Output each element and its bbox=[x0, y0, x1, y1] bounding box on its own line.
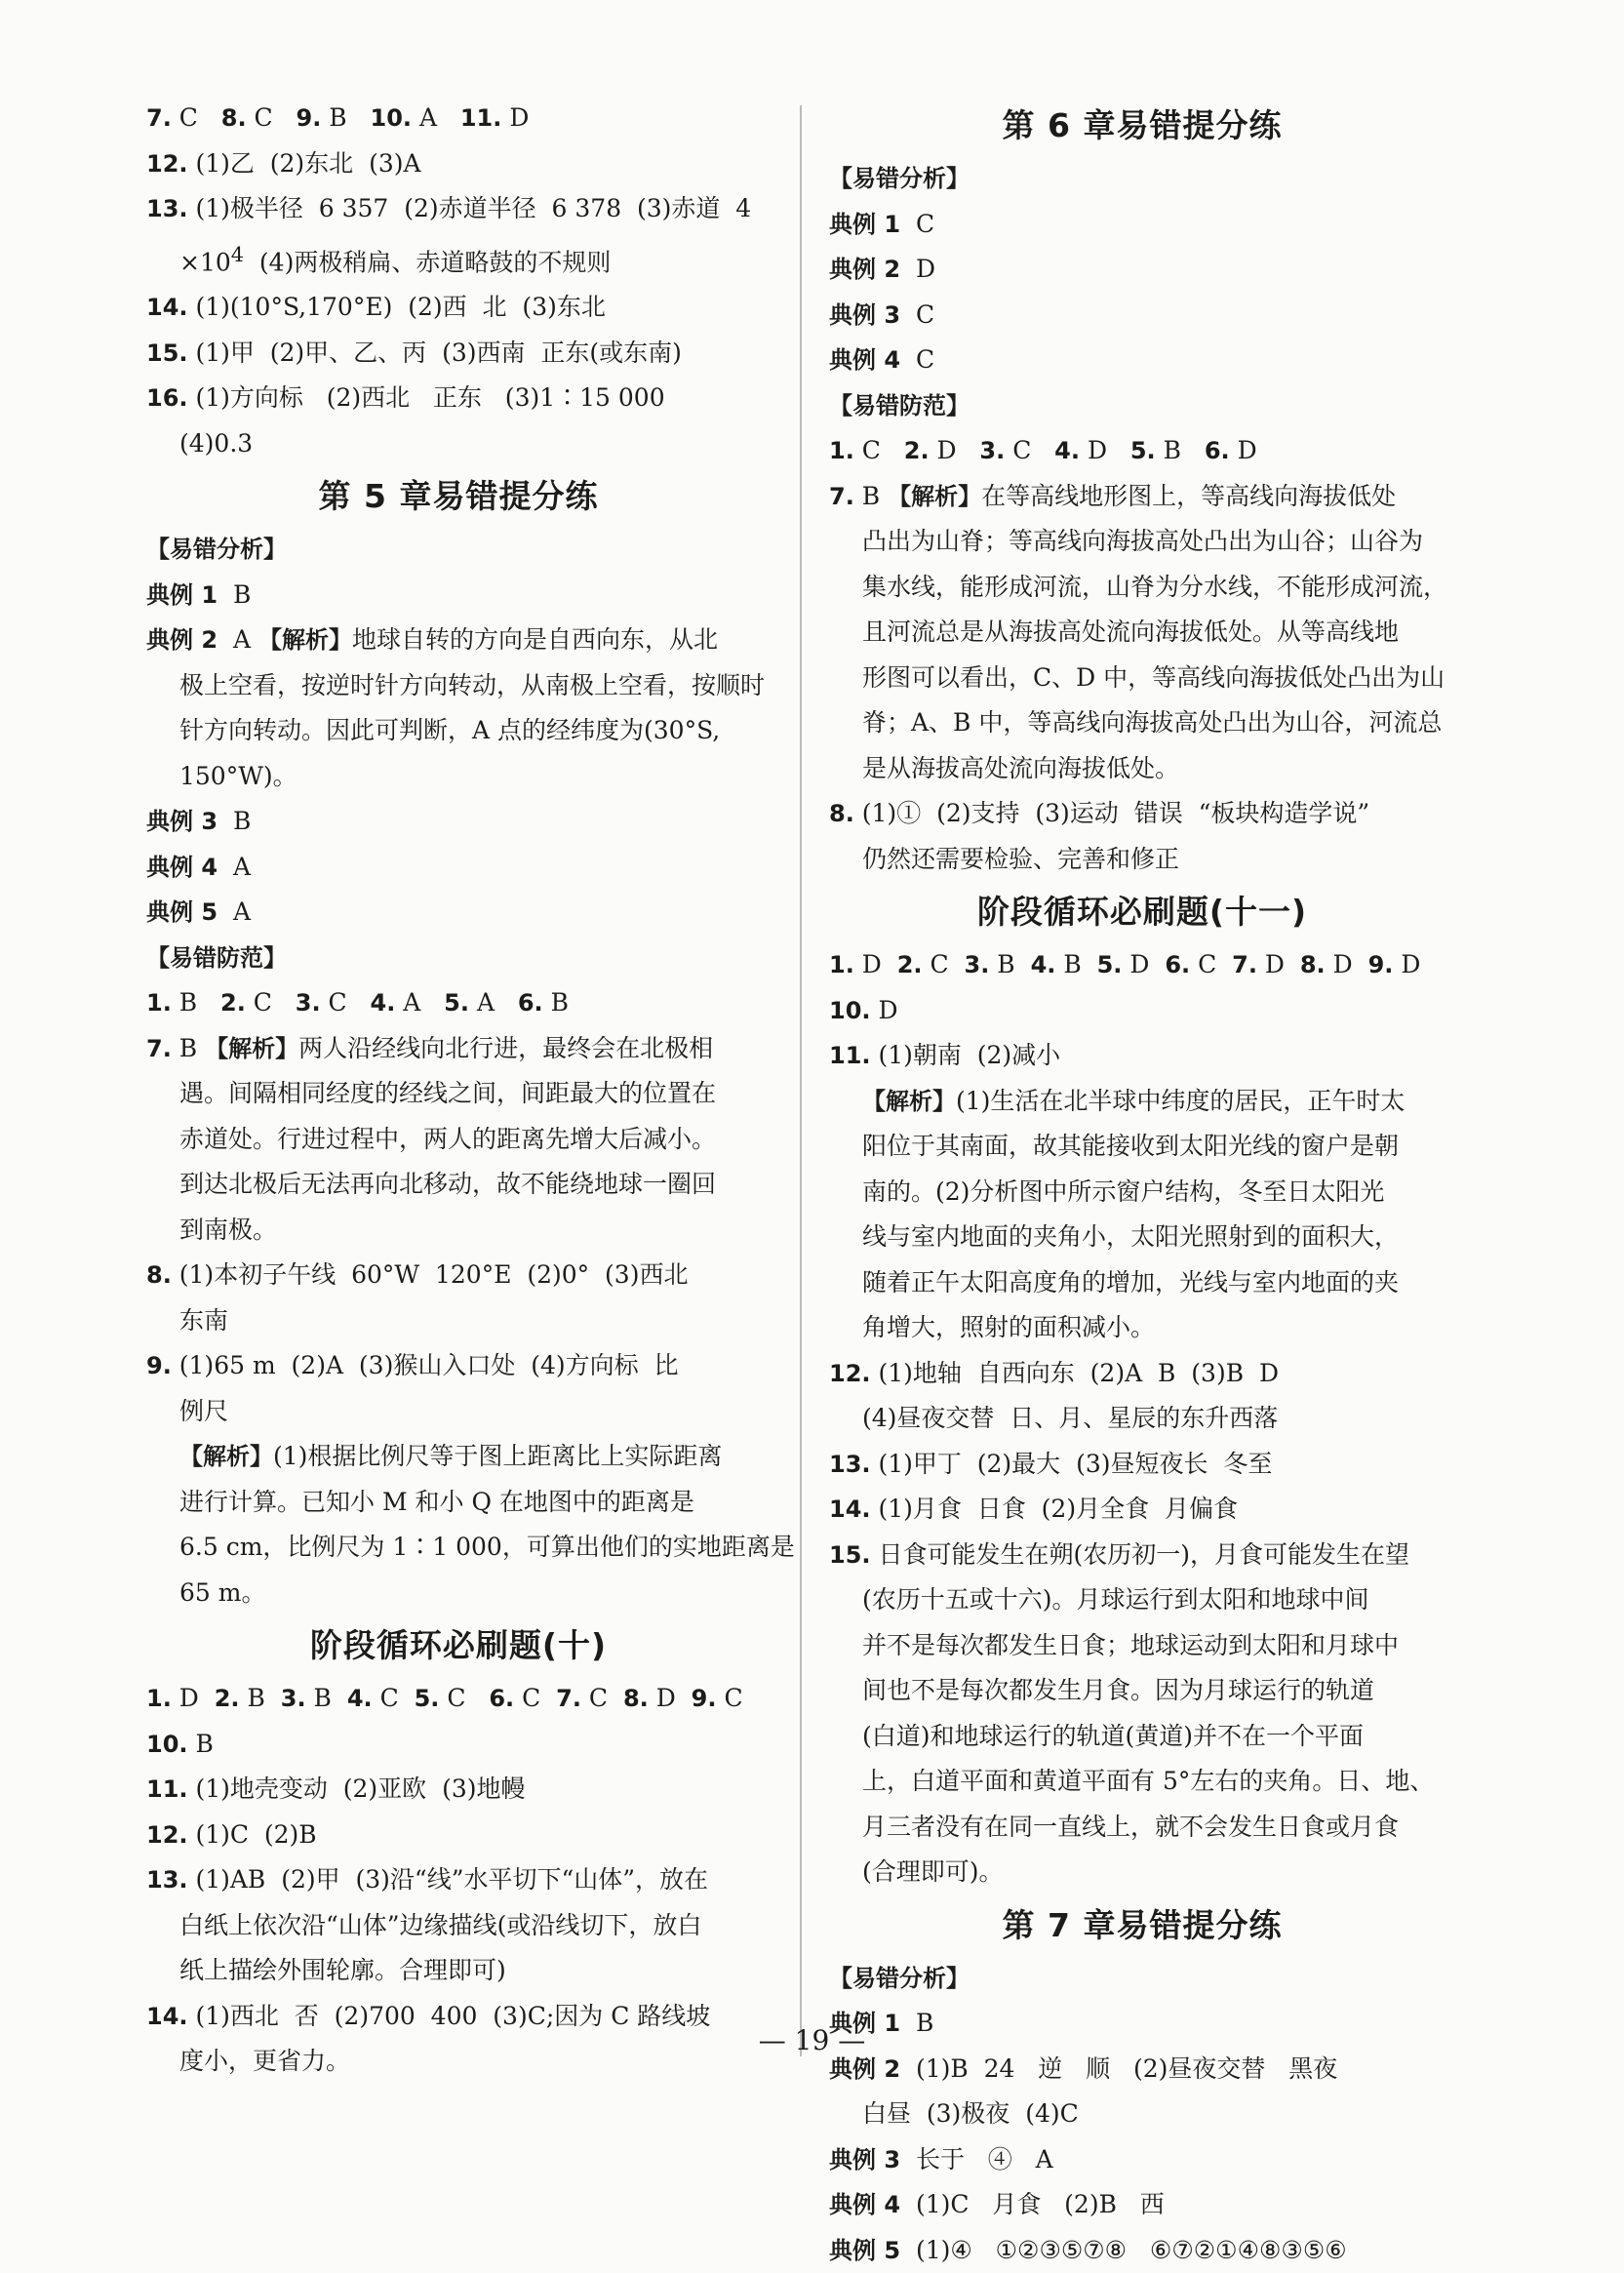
answer-line: 【易错分析】 bbox=[829, 156, 1455, 202]
answer-line-continued: 上，白道平面和黄道平面有 5°左右的夹角。日、地、 bbox=[829, 1759, 1455, 1805]
answer-line: 15. (1)甲 (2)甲、乙、丙 (3)西南 正东(或东南) bbox=[146, 331, 771, 377]
answer-line-continued: 极上空看，按逆时针方向转动，从南极上空看，按顺时 bbox=[146, 663, 771, 709]
answer-line-continued: 【解析】(1)根据比例尺等于图上距离比上实际距离 bbox=[146, 1434, 771, 1480]
answer-line: 典例 1 B bbox=[829, 2001, 1455, 2047]
section-heading: 阶段循环必刷题(十) bbox=[146, 1619, 771, 1672]
answer-line-continued: 65 m。 bbox=[146, 1571, 771, 1616]
answer-line: 11. (1)地壳变动 (2)亚欧 (3)地幔 bbox=[146, 1767, 771, 1813]
answer-line: 8. (1)本初子午线 60°W 120°E (2)0° (3)西北 bbox=[146, 1253, 771, 1298]
answer-line: 1. D 2. C 3. B 4. B 5. D 6. C 7. D 8. D 9. D bbox=[829, 942, 1455, 988]
answer-line-continued: 凸出为山脊；等高线向海拔高处凸出为山谷；山谷为 bbox=[829, 519, 1455, 565]
answer-line-continued: 针方向转动。因此可判断，A 点的经纬度为(30°S, bbox=[146, 708, 771, 754]
answer-line-continued: 阳位于其南面，故其能接收到太阳光线的窗户是朝 bbox=[829, 1124, 1455, 1170]
answer-line: 12. (1)乙 (2)东北 (3)A bbox=[146, 141, 771, 187]
answer-line: 15. 日食可能发生在朔(农历初一)，月食可能发生在望 bbox=[829, 1533, 1455, 1578]
answer-line: 典例 1 C bbox=[829, 202, 1455, 248]
answer-line: 典例 5 A bbox=[146, 890, 771, 936]
answer-line-continued: 150°W)。 bbox=[146, 754, 771, 800]
answer-line-continued: 且河流总是从海拔高处流向海拔低处。从等高线地 bbox=[829, 610, 1455, 656]
answer-line: 12. (1)C (2)B bbox=[146, 1813, 771, 1858]
section-heading: 第 5 章易错提分练 bbox=[146, 470, 771, 523]
answer-line-continued: 角增大，照射的面积减小。 bbox=[829, 1305, 1455, 1351]
answer-line: 【易错防范】 bbox=[829, 383, 1455, 429]
answer-line: 7. C 8. C 9. B 10. A 11. D bbox=[146, 96, 771, 141]
answer-line-continued: 并不是每次都发生日食；地球运动到太阳和月球中 bbox=[829, 1623, 1455, 1669]
answer-line: 8. (1)① (2)支持 (3)运动 错误 “板块构造学说” bbox=[829, 791, 1455, 837]
answer-line-continued: 纸上描绘外围轮廓。合理即可) bbox=[146, 1948, 771, 1994]
answer-line: 1. C 2. D 3. C 4. D 5. B 6. D bbox=[829, 428, 1455, 474]
answer-line-continued: 是从海拔高处流向海拔低处。 bbox=[829, 746, 1455, 792]
answer-line-continued: (白道)和地球运行的轨道(黄道)并不在一个平面 bbox=[829, 1714, 1455, 1760]
answer-line: 典例 2 D bbox=[829, 247, 1455, 293]
answer-line-continued: 遇。间隔相同经度的经线之间，间距最大的位置在 bbox=[146, 1071, 771, 1117]
answer-line: 11. (1)朝南 (2)减小 bbox=[829, 1033, 1455, 1079]
answer-line-continued: 白昼 (3)极夜 (4)C bbox=[829, 2092, 1455, 2137]
page-number: — 19 — bbox=[0, 2024, 1624, 2056]
answer-line-continued: 【解析】(1)生活在北半球中纬度的居民，正午时太 bbox=[829, 1079, 1455, 1125]
answer-line: 典例 3 B bbox=[146, 799, 771, 845]
answer-line: 10. D bbox=[829, 988, 1455, 1034]
answer-line: 13. (1)极半径 6 357 (2)赤道半径 6 378 (3)赤道 4 bbox=[146, 186, 771, 232]
answer-line: 【易错分析】 bbox=[146, 527, 771, 573]
column-divider bbox=[800, 105, 802, 2056]
answer-line: 典例 4 (1)C 月食 (2)B 西 bbox=[829, 2182, 1455, 2228]
answer-line: 10. B bbox=[146, 1722, 771, 1768]
right-column bbox=[829, 96, 1455, 2273]
answer-line-continued: 随着正午太阳高度角的增加，光线与室内地面的夹 bbox=[829, 1260, 1455, 1306]
answer-line: 7. B 【解析】两人沿经线向北行进，最终会在北极相 bbox=[146, 1026, 771, 1072]
answer-line: 14. (1)月食 日食 (2)月全食 月偏食 bbox=[829, 1487, 1455, 1533]
answer-line: 1. B 2. C 3. C 4. A 5. A 6. B bbox=[146, 980, 771, 1026]
answer-line: 13. (1)甲丁 (2)最大 (3)昼短夜长 冬至 bbox=[829, 1442, 1455, 1488]
answer-line-continued: 进行计算。已知小 M 和小 Q 在地图中的距离是 bbox=[146, 1480, 771, 1526]
answer-line: 典例 1 B bbox=[146, 573, 771, 618]
answer-line: 9. (1)65 m (2)A (3)猴山入口处 (4)方向标 比 bbox=[146, 1343, 771, 1389]
answer-line: 典例 4 C bbox=[829, 338, 1455, 383]
answer-line-continued: (4)0.3 bbox=[146, 421, 771, 467]
left-column bbox=[146, 96, 771, 2085]
answer-line: 典例 3 长于 ④ A bbox=[829, 2137, 1455, 2183]
answer-line-continued: 赤道处。行进过程中，两人的距离先增大后减小。 bbox=[146, 1117, 771, 1163]
answer-line: 典例 2 (1)B 24 逆 顺 (2)昼夜交替 黑夜 bbox=[829, 2047, 1455, 2093]
answer-line: 【易错分析】 bbox=[829, 1956, 1455, 2002]
answer-line-continued: 间也不是每次都发生月食。因为月球运行的轨道 bbox=[829, 1668, 1455, 1714]
answer-line-continued: 形图可以看出，C、D 中，等高线向海拔低处凸出为山 bbox=[829, 656, 1455, 701]
answer-line-continued: 东南 bbox=[146, 1298, 771, 1344]
answer-line-continued: 脊；A、B 中，等高线向海拔高处凸出为山谷，河流总 bbox=[829, 700, 1455, 746]
section-heading: 第 7 章易错提分练 bbox=[829, 1899, 1455, 1952]
answer-line-continued: $\times 10^4$ (4)两极稍扁、赤道略鼓的不规则 bbox=[146, 232, 771, 286]
answer-line-continued: 线与室内地面的夹角小，太阳光照射到的面积大， bbox=[829, 1215, 1455, 1260]
answer-line-continued: 月三者没有在同一直线上，就不会发生日食或月食 bbox=[829, 1805, 1455, 1851]
answer-line: 典例 3 C bbox=[829, 293, 1455, 339]
answer-line: 典例 2 A 【解析】地球自转的方向是自西向东，从北 bbox=[146, 618, 771, 663]
answer-line-continued: 例尺 bbox=[146, 1389, 771, 1435]
answer-line-continued: 到达北极后无法再向北移动，故不能绕地球一圈回 bbox=[146, 1162, 771, 1208]
answer-line-continued: (4)昼夜交替 日、月、星辰的东升西落 bbox=[829, 1396, 1455, 1442]
answer-line: 典例 4 A bbox=[146, 845, 771, 891]
answer-line: 14. (1)西北 否 (2)700 400 (3)C;因为 C 路线坡 bbox=[146, 1994, 771, 2040]
answer-line-continued: 白纸上依次沿“山体”边缘描线(或沿线切下，放白 bbox=[146, 1903, 771, 1949]
section-heading: 阶段循环必刷题(十一) bbox=[829, 886, 1455, 938]
section-heading: 第 6 章易错提分练 bbox=[829, 100, 1455, 152]
answer-line: 14. (1)(10°S,170°E) (2)西 北 (3)东北 bbox=[146, 285, 771, 331]
answer-line: 16. (1)方向标 (2)西北 正东 (3)1∶15 000 bbox=[146, 376, 771, 421]
answer-line-continued: 仍然还需要检验、完善和修正 bbox=[829, 837, 1455, 883]
answer-line: 13. (1)AB (2)甲 (3)沿“线”水平切下“山体”，放在 bbox=[146, 1857, 771, 1903]
answer-line-continued: 度小，更省力。 bbox=[146, 2039, 771, 2085]
answer-line-continued: 到南极。 bbox=[146, 1208, 771, 1254]
answer-line: 7. B 【解析】在等高线地形图上，等高线向海拔低处 bbox=[829, 474, 1455, 520]
answer-line-continued: 南的。(2)分析图中所示窗户结构，冬至日太阳光 bbox=[829, 1170, 1455, 1216]
answer-line: 【易错防范】 bbox=[146, 936, 771, 981]
answer-line-continued: 集水线，能形成河流，山脊为分水线，不能形成河流， bbox=[829, 565, 1455, 611]
answer-line-continued: 6.5 cm，比例尺为 1∶1 000，可算出他们的实地距离是 bbox=[146, 1525, 771, 1571]
answer-line-continued: (合理即可)。 bbox=[829, 1850, 1455, 1895]
answer-line-continued: (农历十五或十六)。月球运行到太阳和地球中间 bbox=[829, 1577, 1455, 1623]
answer-line: 1. D 2. B 3. B 4. C 5. C 6. C 7. C 8. D 9. C bbox=[146, 1676, 771, 1722]
answer-line: 12. (1)地轴 自西向东 (2)A B (3)B D bbox=[829, 1351, 1455, 1397]
answer-line: 典例 5 (1)④ ①②③⑤⑦⑧ ⑥⑦②①④⑧③⑤⑥ bbox=[829, 2228, 1455, 2273]
